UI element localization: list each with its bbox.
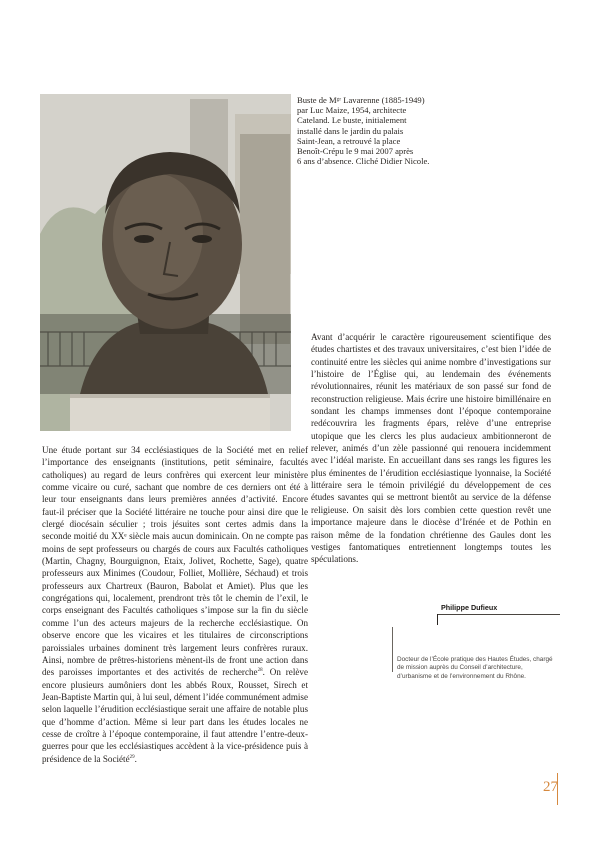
caption-line: par Luc Maize, 1954, architecte xyxy=(297,105,407,116)
text-run: . xyxy=(134,753,137,764)
author-name: Philippe Dufieux xyxy=(441,603,498,612)
caption-line: 6 ans d’absence. Cliché Didier Nicole. xyxy=(297,156,430,167)
paragraph xyxy=(42,444,308,765)
bust-photo xyxy=(40,94,291,431)
text-run: . On relève encore plusieurs aumôniers dont les abbés Roux, Rousset, Sirech et Jean-Baptiste Martin qui, à lui seul, dément l’idée communément admise selon laquelle l’érudition ecclésiastique serait une affaire de notable plus que d’homme d’action. Même si leur part dans les études locales ne cesse de croître à l’époque contemporaine, il faut attendre l’entre-deux-guerres pour que les ecclésiastiques accèdent à la vice-présidence puis à présidence de la Société xyxy=(42,667,308,764)
caption-line: installé dans le jardin du palais xyxy=(297,125,404,136)
bio-rule xyxy=(392,627,393,672)
author-bio: Docteur de l’École pratique des Hautes Études, chargé de mission auprès du Conseil d’architecture, d’urbanisme et de l’environnement du Rhône. xyxy=(397,656,553,680)
footnote-ref[interactable]: 29 xyxy=(129,754,135,760)
bust-illustration xyxy=(40,94,291,431)
caption-line: Benoît-Crépu le 9 mai 2007 après xyxy=(297,146,414,157)
page-number: 27 xyxy=(543,779,558,795)
caption-line: Saint-Jean, a retrouvé la place xyxy=(297,135,401,146)
right-column-text xyxy=(311,331,551,566)
signature-tick xyxy=(437,614,438,625)
text-run: Une étude portant sur 34 ecclésiastiques de la Société met en relief l’importance des enseignants (institutions, petit séminaire, facultés catholiques) au regard de leurs confrères qui exercent leur ministère comme vicaire ou curé, sachant que nombre de ces derniers ont été à leur tour enseignants dans leurs premières années d’activité. Encore faut-il préciser que la Société littéraire ne touche pour ainsi dire que le clergé diocésain séculier ; trois jésuites sont certes admis dans la seconde moitié du XXᵉ siècle mais aucun dominicain. On ne compte pas moins de sept professeurs ou chargés de cours aux Facultés catholiques (Martin, Chagny, Bourguignon, Etaix, Jolivet, Rochette, Sage), quatre professeurs aux Minimes (Coudour, Folliet, Mollière, Séchaud) et trois professeurs aux Chartreux (Bauron, Babolat et Amiet). Plus que les congrégations qui, localement, prendront très tôt le chemin de l’exil, le corps enseignant des Facultés catholiques s’impose sur la fin du siècle comme l’un des acteurs majeurs de la recherche ecclésiastique. On observe encore que les vicaires et les titulaires de circonscriptions paroissiales urbaines dominent très largement leurs confrères ruraux. Ainsi, nombre de prêtres-historiens mènent-ils de front une action dans des paroisses importantes et des activités de recherche xyxy=(42,445,308,678)
photo-caption xyxy=(297,95,447,166)
caption-line: Cateland. Le buste, initialement xyxy=(297,115,407,126)
paragraph: Avant d’acquérir le caractère rigoureusement scientifique des études chartistes et des travaux universitaires, c’est bien l’idée de continuité entre les siècles qui anime nombre d’investigations sur l’histoire de l’Église qui, au lendemain des événements révolutionnaires, réunit les matériaux de son passé sur fond de reconstruction religieuse. Mais écrire une histoire bimillénaire en sondant les champs immenses dont l’époque contemporaine redécouvrira les fragments épars, relève d’une entreprise utopique que les clercs les plus audacieux ambitionneront de relever, animés d’un zèle passionné qui renouera incidemment avec l’idéal mariste. En accueillant dans ses rangs les figures les plus éminentes de l’érudition ecclésiastique lyonnaise, la Société littéraire sera le témoin privilégié du développement de ces études savantes qui se mettront bientôt au service de la défense religieuse. On saisit dès lors combien cette question revêt une importance majeure dans le diocèse d’Irénée et de Pothin en raison même de la fondation chrétienne des Gaules dont les vestiges fantomatiques entretiennent longtemps toutes les spéculations. xyxy=(311,332,551,565)
left-column-text xyxy=(42,444,308,765)
caption-line: Buste de Mᵍʳ Lavarenne (1885-1949) xyxy=(297,95,425,105)
signature-rule xyxy=(438,614,560,615)
footnote-ref[interactable]: 28 xyxy=(257,668,263,674)
